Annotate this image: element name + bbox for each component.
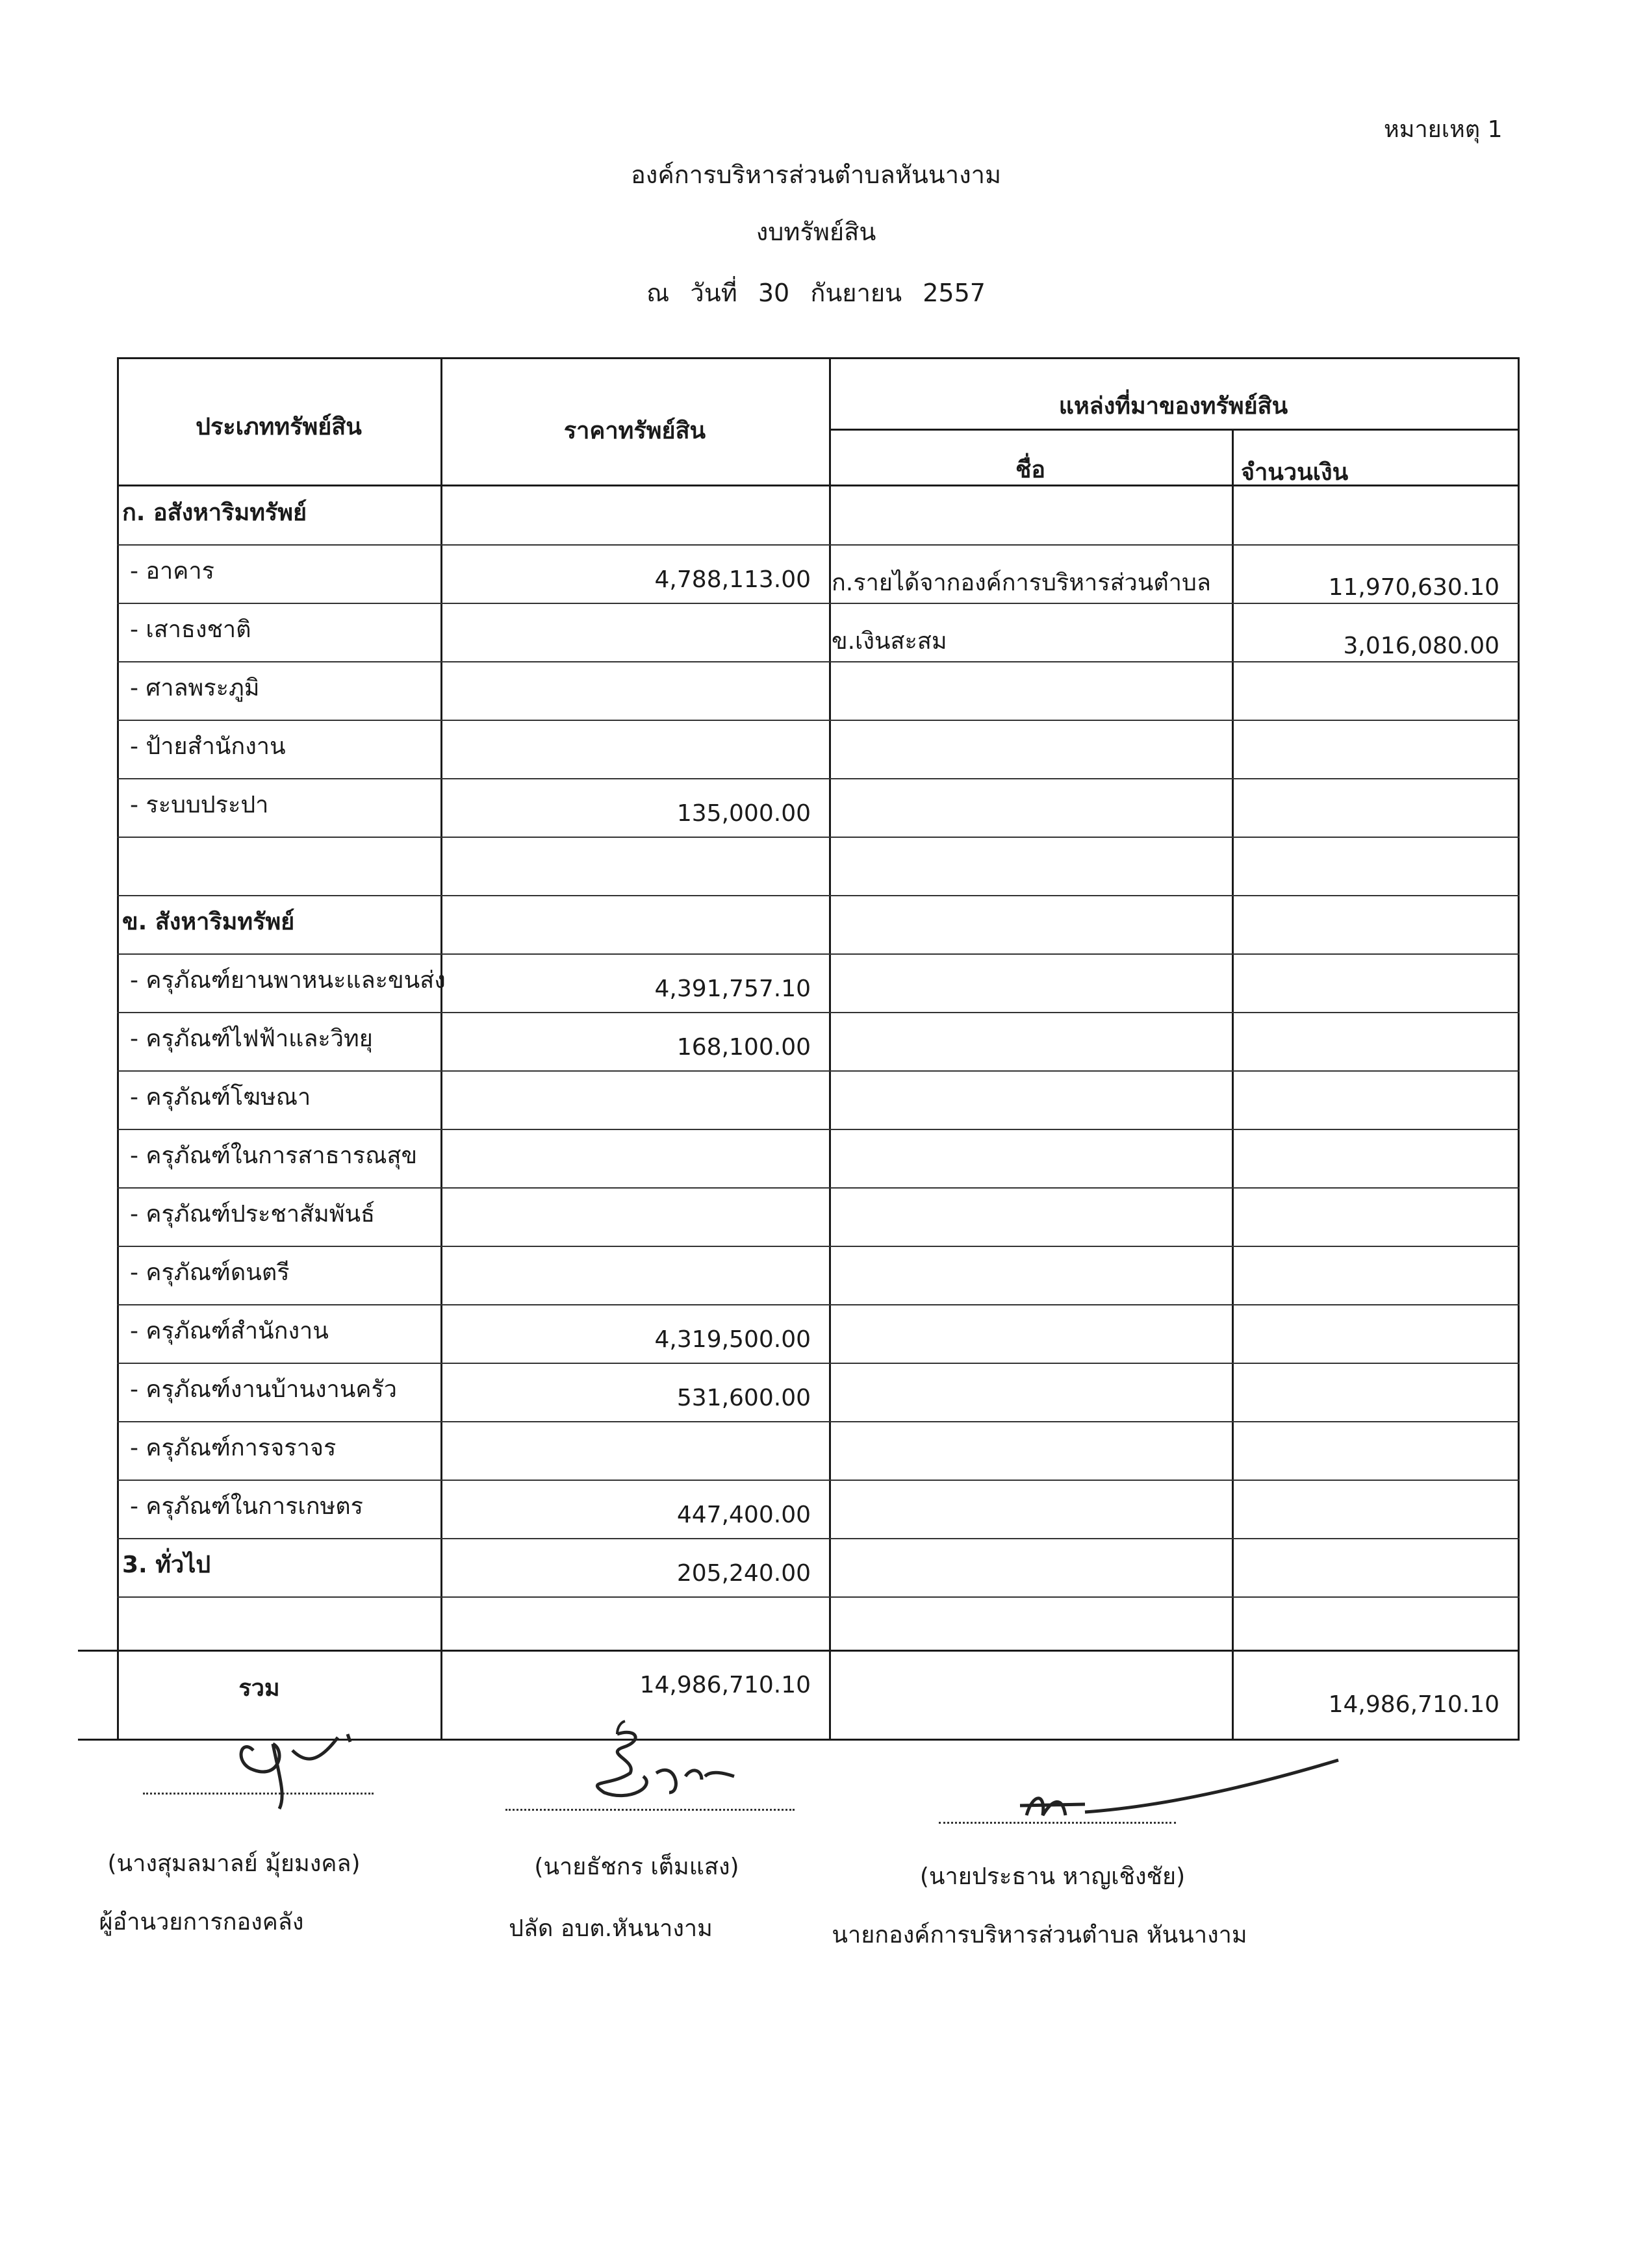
col-header-type: ประเภททรัพย์สิน <box>196 414 362 440</box>
row-label: - ครุภัณฑ์โฆษณา <box>130 1084 311 1111</box>
date-day-label: วันที่ <box>690 279 737 307</box>
row-value: 135,000.00 <box>676 800 811 827</box>
row-divider <box>117 1421 1520 1422</box>
signature-mark-2 <box>546 1715 754 1819</box>
total-top-line <box>78 1650 1520 1652</box>
row-label: - อาคาร <box>130 558 214 585</box>
date-month: กันยายน <box>810 279 902 307</box>
row-label: - เสาธงชาติ <box>130 616 251 643</box>
statement-title: งบทรัพย์สิน <box>756 218 876 246</box>
signer-1-title: ผู้อำนวยการกองคลัง <box>99 1909 304 1935</box>
signer-2-title: ปลัด อบต.หันนางาม <box>509 1915 713 1942</box>
signer-1-name: (นางสุมลมาลย์ มุ้ยมงคล) <box>107 1850 361 1877</box>
row-value: 447,400.00 <box>676 1502 811 1528</box>
table-border-left <box>117 357 119 1741</box>
row-divider <box>117 1187 1520 1189</box>
row-divider <box>117 1246 1520 1247</box>
total-value: 14,986,710.10 <box>639 1672 811 1698</box>
row-divider <box>117 895 1520 896</box>
row-divider <box>117 1129 1520 1130</box>
note-label: หมายเหตุ 1 <box>1384 116 1503 143</box>
row-source-amount: 3,016,080.00 <box>1343 633 1499 659</box>
row-divider <box>117 544 1520 546</box>
statement-date <box>0 273 1632 312</box>
signature-line-2 <box>505 1809 795 1811</box>
date-prefix: ณ <box>646 279 670 307</box>
col-header-source: แหล่งที่มาของทรัพย์สิน <box>1058 393 1288 420</box>
row-label: - ครุภัณฑ์ประชาสัมพันธ์ <box>130 1201 376 1228</box>
row-divider <box>117 1070 1520 1072</box>
col-header-value: ราคาทรัพย์สิน <box>563 418 706 444</box>
table-border-right <box>1518 357 1520 1741</box>
row-value: 4,391,757.10 <box>654 976 811 1002</box>
row-source-name: ข.เงินสะสม <box>832 628 947 655</box>
row-divider <box>117 603 1520 604</box>
asset-table <box>78 357 1520 1741</box>
row-label: - ระบบประปา <box>130 792 269 818</box>
row-source-amount: 11,970,630.10 <box>1328 574 1499 601</box>
row-label: 3. ทั่วไป <box>122 1552 211 1578</box>
row-divider <box>117 1480 1520 1481</box>
signature-line-1 <box>143 1793 374 1795</box>
row-value: 168,100.00 <box>676 1034 811 1061</box>
row-label: - ครุภัณฑ์งานบ้านงานครัว <box>130 1376 397 1403</box>
row-value: 205,240.00 <box>676 1560 811 1587</box>
row-divider <box>117 1304 1520 1305</box>
row-divider <box>117 1012 1520 1013</box>
signer-3-name: (นายประธาน หาญเชิงชัย) <box>919 1863 1186 1890</box>
total-source-amount: 14,986,710.10 <box>1328 1691 1499 1718</box>
row-divider <box>117 1538 1520 1539</box>
row-divider <box>117 953 1520 955</box>
col-divider-value <box>829 357 831 1741</box>
row-label: - ศาลพระภูมิ <box>130 675 260 701</box>
col-header-source-amount: จำนวนเงิน <box>1241 459 1349 486</box>
signer-2-name: (นายธัชกร เต็มแสง) <box>534 1854 739 1880</box>
row-value: 531,600.00 <box>676 1385 811 1411</box>
row-divider <box>117 720 1520 721</box>
row-label: - ครุภัณฑ์ยานพาหนะและขนส่ง <box>130 967 446 994</box>
signature-line-3 <box>939 1822 1176 1824</box>
table-border-top <box>117 357 1520 359</box>
row-label: - ครุภัณฑ์ไฟฟ้าและวิทยุ <box>130 1026 373 1052</box>
organization-name: องค์การบริหารส่วนตำบลหันนางาม <box>630 160 1002 189</box>
signature-mark-1 <box>227 1724 370 1815</box>
row-label: - ครุภัณฑ์ดนตรี <box>130 1259 290 1286</box>
row-label: ข. สังหาริมทรัพย์ <box>122 909 295 935</box>
row-divider <box>117 661 1520 662</box>
row-divider <box>117 1596 1520 1598</box>
row-label: - ครุภัณฑ์สำนักงาน <box>130 1318 329 1344</box>
date-year: 2557 <box>923 279 986 307</box>
header-subline <box>829 429 1520 431</box>
row-label: - ครุภัณฑ์ในการสาธารณสุข <box>130 1142 418 1169</box>
signer-3-title: นายกองค์การบริหารส่วนตำบล หันนางาม <box>832 1922 1247 1948</box>
row-divider <box>117 778 1520 779</box>
row-divider <box>117 1363 1520 1364</box>
row-label: - ครุภัณฑ์ในการเกษตร <box>130 1493 363 1520</box>
signature-mark-3 <box>1014 1754 1351 1832</box>
row-value: 4,788,113.00 <box>654 566 811 593</box>
row-divider <box>117 837 1520 838</box>
col-divider-source <box>1232 429 1234 1741</box>
row-label: ก. อสังหาริมทรัพย์ <box>122 499 307 526</box>
row-label: - ครุภัณฑ์การจราจร <box>130 1435 337 1461</box>
total-label: รวม <box>238 1675 280 1702</box>
date-day: 30 <box>758 279 790 307</box>
row-label: - ป้ายสำนักงาน <box>130 733 286 760</box>
col-header-source-name: ชื่อ <box>1015 457 1046 483</box>
row-source-name: ก.รายได้จากองค์การบริหารส่วนตำบล <box>832 570 1211 596</box>
row-value: 4,319,500.00 <box>654 1326 811 1353</box>
